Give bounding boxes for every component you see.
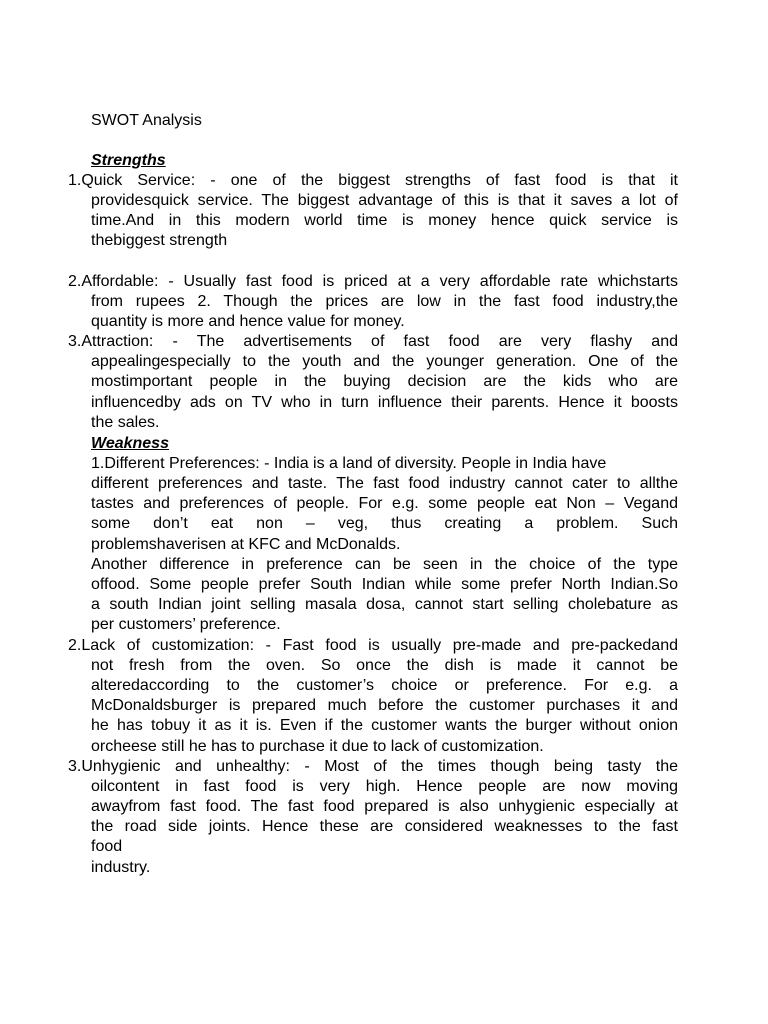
weakness-line: problemshaverisen at KFC and McDonalds. bbox=[91, 536, 401, 553]
strengths-line: the sales. bbox=[91, 414, 160, 431]
document-title: SWOT Analysis bbox=[91, 112, 202, 129]
weakness-line: awayfrom fast food. The fast food prepared is also unhygienic especially at bbox=[91, 798, 678, 815]
weakness-line: not fresh from the oven. So once the dish is made it cannot be bbox=[91, 657, 678, 674]
strengths-line: from rupees 2. Though the prices are low in the fast food industry,the bbox=[91, 293, 678, 310]
strengths-line: providesquick service. The biggest advantage of this is that it saves a lot of bbox=[91, 192, 678, 209]
weakness-line: a south Indian joint selling masala dosa, cannot start selling cholebature as bbox=[91, 596, 678, 613]
strengths-line: quantity is more and hence value for money. bbox=[91, 313, 405, 330]
weakness-line: orcheese still he has to purchase it due to lack of customization. bbox=[91, 738, 544, 755]
weakness-line: McDonaldsburger is prepared much before the customer purchases it and bbox=[91, 697, 678, 714]
strengths-line: thebiggest strength bbox=[91, 232, 228, 249]
weakness-line: 1.Different Preferences: - India is a land of diversity. People in India have bbox=[91, 455, 607, 472]
weakness-heading: Weakness bbox=[91, 435, 169, 452]
strengths-line: 1.Quick Service: - one of the biggest strengths of fast food is that it bbox=[68, 172, 678, 189]
weakness-line: tastes and preferences of people. For e.g. some people eat Non – Vegand bbox=[91, 495, 678, 512]
weakness-line: some don’t eat non – veg, thus creating a problem. Such bbox=[91, 515, 678, 532]
weakness-line: he has tobuy it as it is. Even if the customer wants the burger without onion bbox=[91, 717, 678, 734]
strengths-heading: Strengths bbox=[91, 152, 166, 169]
weakness-line: Another difference in preference can be seen in the choice of the type bbox=[91, 556, 678, 573]
weakness-line: per customers’ preference. bbox=[91, 616, 281, 633]
weakness-line: food bbox=[91, 838, 123, 855]
weakness-line: different preferences and taste. The fast food industry cannot cater to allthe bbox=[91, 475, 678, 492]
weakness-line: 3.Unhygienic and unhealthy: - Most of the times though being tasty the bbox=[68, 758, 678, 775]
strengths-line: 2.Affordable: - Usually fast food is priced at a very affordable rate whichstarts bbox=[68, 273, 678, 290]
weakness-line: 2.Lack of customization: - Fast food is usually pre-made and pre-packedand bbox=[68, 637, 678, 654]
weakness-line: the road side joints. Hence these are considered weaknesses to the fast bbox=[91, 818, 678, 835]
weakness-line: offood. Some people prefer South Indian while some prefer North Indian.So bbox=[91, 576, 678, 593]
strengths-line: influencedby ads on TV who in turn influence their parents. Hence it boosts bbox=[91, 394, 678, 411]
strengths-line: time.And in this modern world time is money hence quick service is bbox=[91, 212, 678, 229]
strengths-line: 3.Attraction: - The advertisements of fast food are very flashy and bbox=[68, 333, 678, 350]
weakness-line: industry. bbox=[91, 859, 151, 876]
weakness-line: alteredaccording to the customer’s choice or preference. For e.g. a bbox=[91, 677, 678, 694]
strengths-line: appealingespecially to the youth and the younger generation. One of the bbox=[91, 353, 678, 370]
weakness-line: oilcontent in fast food is very high. Hence people are now moving bbox=[91, 778, 678, 795]
strengths-line: mostimportant people in the buying decision are the kids who are bbox=[91, 373, 678, 390]
